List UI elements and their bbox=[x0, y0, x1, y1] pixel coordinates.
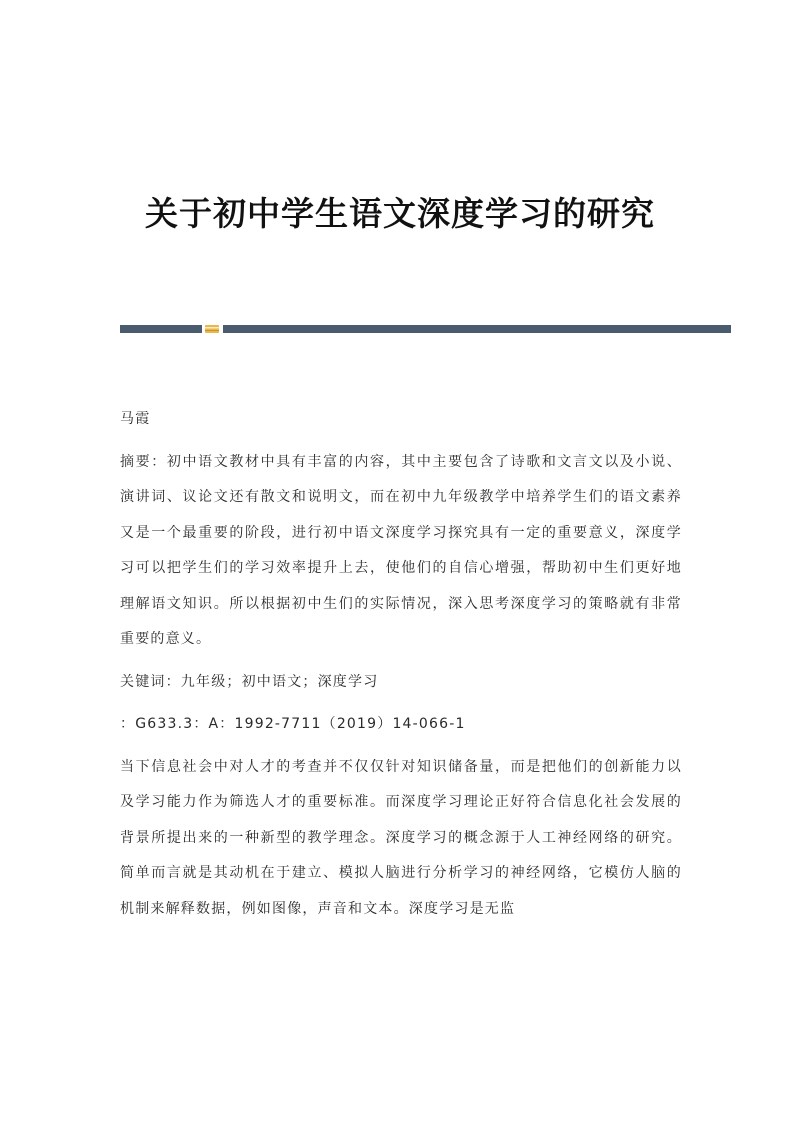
author-name: 马霞 bbox=[120, 411, 151, 427]
document-title: 关于初中学生语文深度学习的研究 bbox=[145, 194, 655, 233]
document-body bbox=[120, 402, 682, 927]
title-divider-right bbox=[223, 325, 731, 333]
pencil-ornament-icon bbox=[204, 323, 220, 335]
body-paragraph: 当下信息社会中对人才的考查并不仅仅针对知识储备量，而是把他们的创新能力以及学习能力作为筛选人才的重要标准。而深度学习理论正好符合信息化社会发展的背景所提出来的一种新型的教学理念。深度学习的概念源于人工神经网络的研究。简单而言就是其动机在于建立、模拟人脑进行分析学习的神经网络，它模仿人脑的机制来解释数据，例如图像，声音和文本。深度学习是无监 bbox=[120, 758, 682, 917]
title-divider-left bbox=[120, 325, 202, 333]
abstract-paragraph: 摘要：初中语文教材中具有丰富的内容，其中主要包含了诗歌和文言文以及小说、演讲词、议论文还有散文和说明文，而在初中九年级教学中培养学生们的语文素养又是一个最重要的阶段，进行初中语文深度学习探究具有一定的重要意义，深度学习可以把学生们的学习效率提升上去，使他们的自信心增强，帮助初中生们更好地理解语文知识。所以根据初中生们的实际情况，深入思考深度学习的策略就有非常重要的意义。 bbox=[120, 453, 682, 647]
classification-line: ：G633.3：A：1992-7711（2019）14-066-1 bbox=[120, 716, 466, 732]
keywords-line: 关键词：九年级；初中语文；深度学习 bbox=[120, 673, 379, 690]
